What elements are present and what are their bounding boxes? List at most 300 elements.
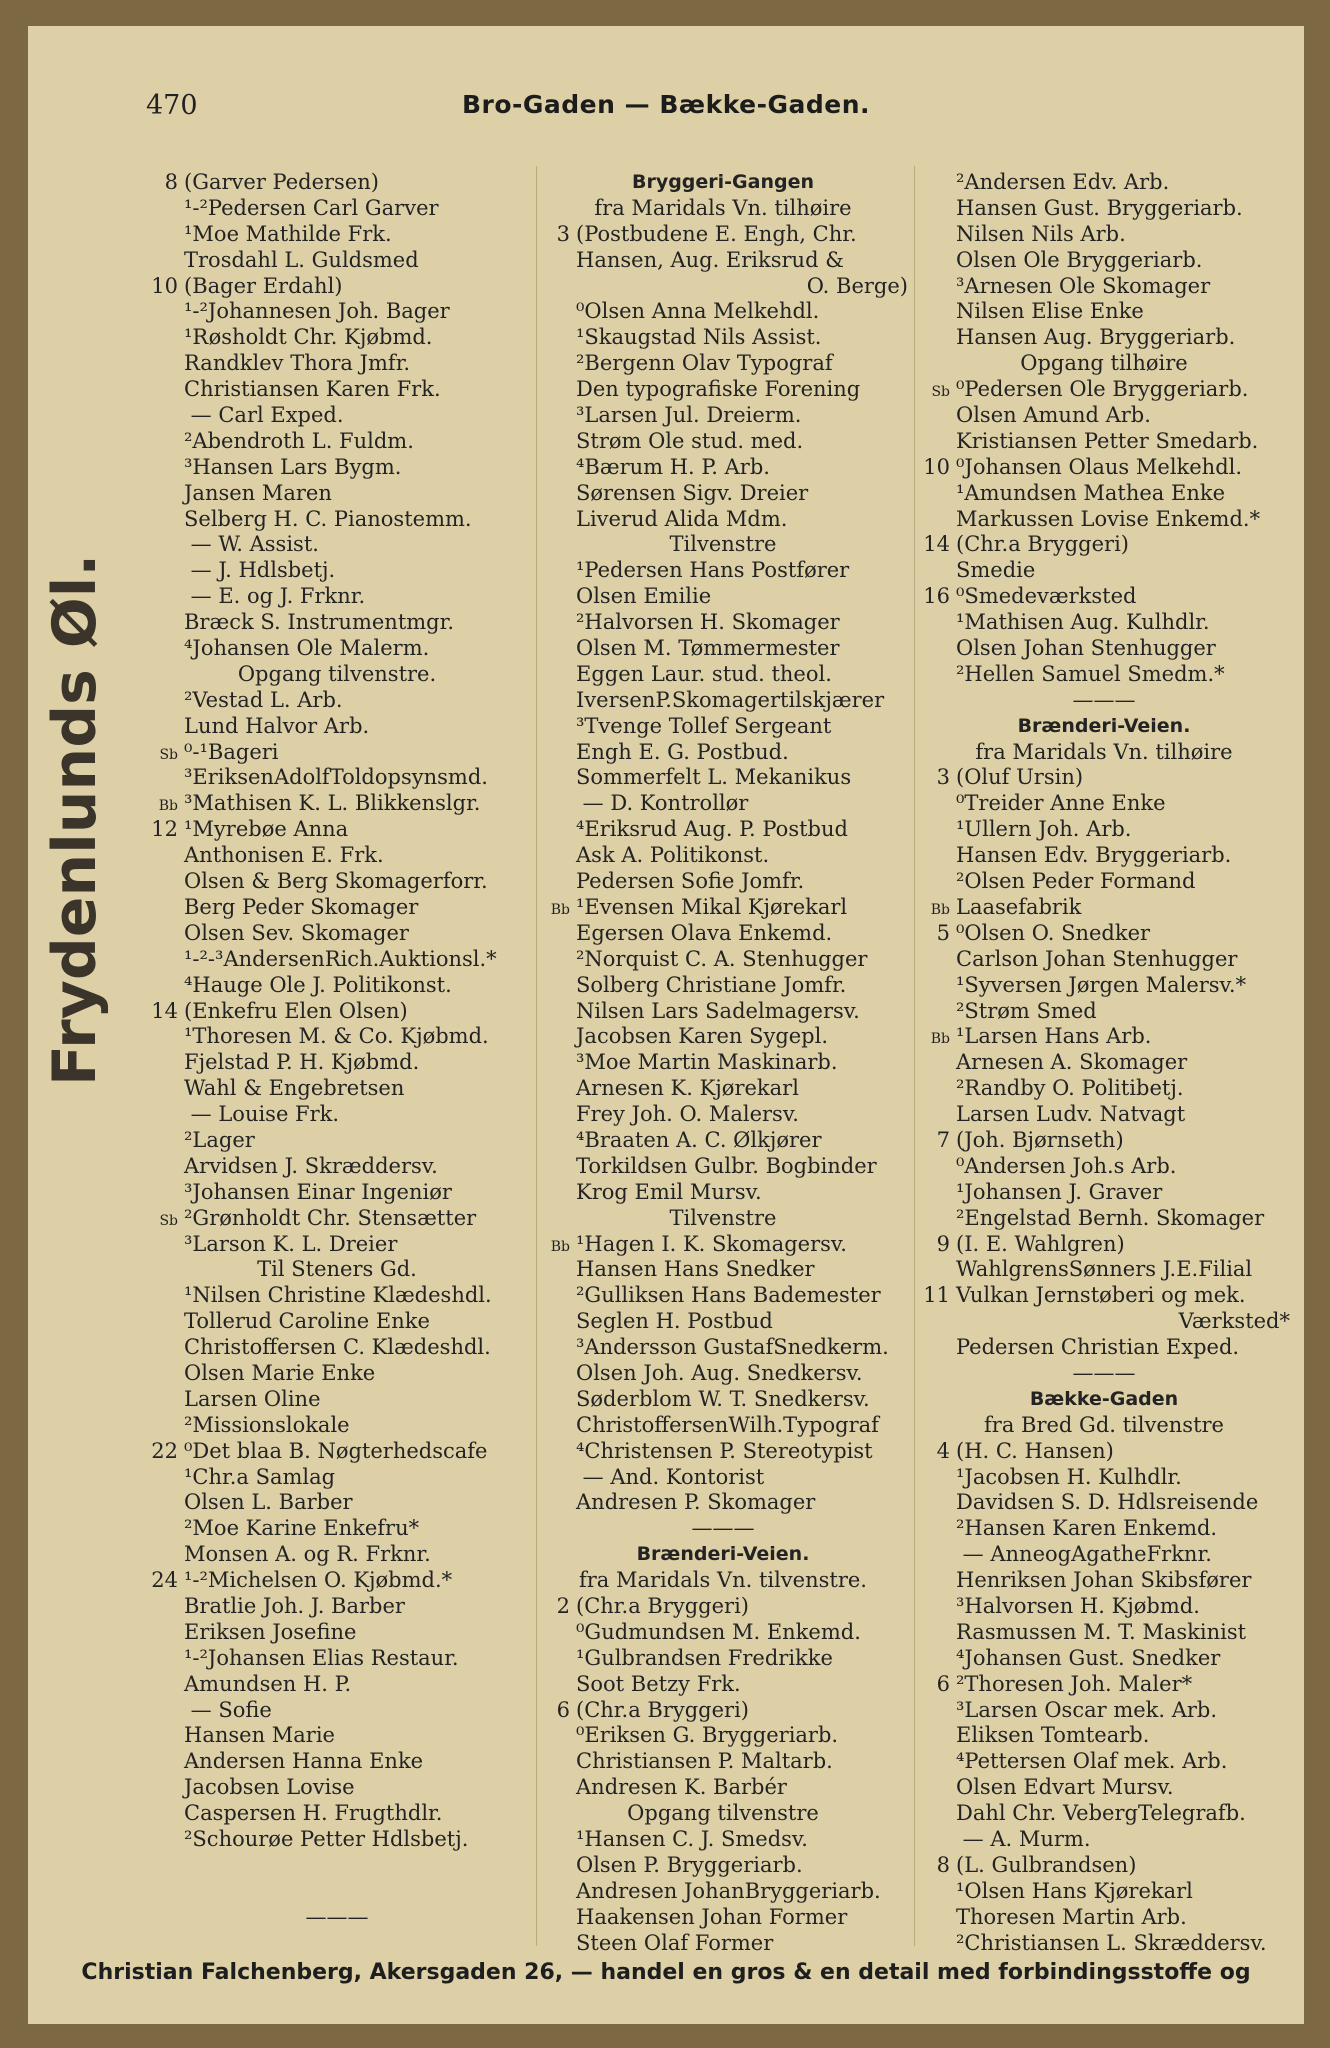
directory-entry [918,325,1290,351]
directory-entry [538,1749,908,1775]
house-number: 12 [151,817,178,842]
directory-entry [538,1180,908,1206]
directory-entry [538,455,908,481]
resident-text: Andresen JohanBryggeriarb. [576,1878,881,1903]
floor-marker: Bb [930,901,950,918]
resident-text: ⁴Johansen Ole Malerm. [184,636,430,661]
resident-text: Olsen Joh. Aug. Snedkersv. [576,1360,863,1385]
resident-text: — Carl Exped. [184,403,344,428]
resident-text: ³Andersson GustafSnedkerm. [576,1335,889,1360]
directory-entry [918,1723,1290,1749]
directory-entry [146,532,528,558]
resident-text: IversenP.Skomagertilskjærer [576,687,885,712]
floor-marker: Sb [159,1212,178,1229]
page-number: 470 [146,90,198,121]
resident-text: Thoresen Martin Arb. [956,1904,1187,1929]
directory-entry [146,662,528,688]
directory-entry [538,1361,908,1387]
house-number: 3 [936,765,950,790]
house-number: 8 [936,1852,950,1877]
entry-note: Til Steners Gd. [257,1257,417,1282]
directory-entry [146,1749,528,1775]
directory-entry [918,1257,1290,1283]
directory-entry [918,196,1290,222]
street-heading [918,1387,1290,1413]
directory-entry [918,403,1290,429]
resident-text: ⁰Olsen Anna Melkehdl. [576,299,820,324]
resident-text: Engh E. G. Postbud. [576,739,789,764]
resident-text: Olsen Amund Arb. [956,403,1151,428]
directory-entry [918,1672,1290,1698]
resident-text: ²Bergenn Olav Typograf [576,351,833,376]
resident-text: (I. E. Wahlgren) [956,1231,1125,1256]
directory-entry [146,817,528,843]
directory-entry [918,1568,1290,1594]
directory-entry [538,351,908,377]
resident-text: ⁰Gudmundsen M. Enkemd. [576,1619,861,1644]
directory-entry [918,662,1290,688]
directory-entry [538,791,908,817]
resident-text: Arnesen A. Skomager [956,1050,1188,1075]
directory-entry [146,765,528,791]
floor-marker: Bb [550,1238,570,1255]
floor-marker: Sb [931,384,950,401]
resident-text: ¹Johansen J. Graver [956,1179,1163,1204]
resident-text: Davidsen S. D. Hdlsreisende [956,1490,1259,1515]
directory-entry [538,1594,908,1620]
directory-entry [918,1775,1290,1801]
directory-entry [538,377,908,403]
house-number: 3 [556,221,570,246]
directory-entry [146,1206,528,1232]
house-number: 5 [936,920,950,945]
directory-entry [146,1723,528,1749]
directory-entry [918,1801,1290,1827]
directory-column-2 [538,170,908,1956]
house-number: 10 [151,273,178,298]
directory-entry [918,584,1290,610]
directory-entry [918,1931,1290,1957]
resident-text: ⁰Andersen Joh.s Arb. [956,1153,1177,1178]
resident-text: Egersen Olava Enkemd. [576,920,833,945]
resident-text: Hansen Edv. Bryggeriarb. [956,843,1232,868]
directory-entry [538,325,908,351]
directory-entry [538,1801,908,1827]
directory-entry [918,558,1290,584]
street-heading [918,714,1290,740]
directory-entry [146,1232,528,1258]
resident-text: ³Moe Martin Maskinarb. [576,1050,838,1075]
resident-text: ²Norquist C. A. Stenhugger [576,946,868,971]
directory-entry [146,1594,528,1620]
directory-entry [918,869,1290,895]
resident-text: Værksted* [1178,1309,1290,1334]
directory-entry [918,1232,1290,1258]
directory-entry [146,1387,528,1413]
directory-entry [538,1905,908,1931]
directory-entry [146,947,528,973]
house-number: 9 [936,1231,950,1256]
resident-text: Haakensen Johan Former [576,1904,848,1929]
resident-text: (Chr.a Bryggeri) [576,1697,749,1722]
directory-entry [538,1775,908,1801]
resident-text: Hansen Marie [184,1723,335,1748]
directory-entry [146,1076,528,1102]
resident-text: ¹Pedersen Hans Postfører [576,558,850,583]
footer-advertisement: Christian Falchenberg, Akersgaden 26, — handel en gros & en detail med forbindingsstoffe og [81,1960,1251,1985]
resident-text: ³Halvorsen H. Kjøbmd. [956,1593,1200,1618]
entry-note: Opgang tilvenstre [627,1801,819,1826]
resident-text: — Louise Frk. [184,1102,340,1127]
resident-text: ²Gulliksen Hans Bademester [576,1283,881,1308]
resident-text: — And. Kontorist [576,1464,765,1489]
directory-entry [918,299,1290,325]
directory-entry [538,532,908,558]
directory-entry [538,817,908,843]
column-divider [536,166,537,1946]
resident-text: ²Engelstad Bernh. Skomager [956,1205,1265,1230]
resident-text: (Enkefru Elen Olsen) [184,998,408,1023]
resident-text: ¹Chr.a Samlag [184,1464,336,1489]
resident-text: ¹-²Johansen Elias Restaur. [184,1645,459,1670]
entry-note: Tilvenstre [669,1205,777,1230]
directory-entry [146,1257,528,1283]
resident-text: Henriksen Johan Skibsfører [956,1568,1252,1593]
directory-page [28,26,1304,2024]
directory-entry [538,1076,908,1102]
resident-text: Fjelstad P. H. Kjøbmd. [184,1050,420,1075]
directory-entry [538,1387,908,1413]
directory-entry [146,1620,528,1646]
street-heading-text: Brænderi-Veien. [1017,714,1191,737]
resident-text: (Oluf Ursin) [956,765,1084,790]
resident-text: — E. og J. Frknr. [184,584,366,609]
directory-entry [538,1335,908,1361]
resident-text: (Bager Erdahl) [184,273,343,298]
resident-text: ¹Larsen Hans Arb. [956,1024,1152,1049]
directory-entry [918,740,1290,766]
resident-text: WahlgrensSønners J.E.Filial [956,1257,1253,1282]
page-title: Bro-Gaden — Bække-Gaden. [461,90,871,119]
directory-entry [146,1853,528,1879]
resident-text: ¹Olsen Hans Kjørekarl [956,1878,1193,1903]
resident-text: Andersen Hanna Enke [184,1749,424,1774]
resident-text: Olsen P. Bryggeriarb. [576,1852,803,1877]
directory-entry [146,1879,528,1905]
directory-entry [146,1516,528,1542]
resident-text: ¹Jacobsen H. Kulhdlr. [956,1464,1182,1489]
resident-text: ²Vestad L. Arb. [184,687,343,712]
directory-entry [538,636,908,662]
directory-column-3 [918,170,1290,1956]
directory-entry [918,532,1290,558]
directory-entry [918,455,1290,481]
directory-entry [146,1102,528,1128]
directory-entry [538,1128,908,1154]
house-number: 4 [936,1438,950,1463]
resident-text: ³EriksenAdolfToldopsynsmd. [184,765,488,790]
directory-entry [918,274,1290,300]
resident-text: Olsen Edvart Mursv. [956,1775,1174,1800]
directory-entry [538,921,908,947]
resident-text: ²Randby O. Politibetj. [956,1076,1184,1101]
resident-text: O. Berge) [806,273,908,298]
resident-text: Jansen Maren [184,480,332,505]
resident-text: ChristoffersenWilh.Typograf [576,1412,879,1437]
resident-text: Andresen P. Skomager [576,1490,816,1515]
resident-text: Eliksen Tomtearb. [956,1723,1150,1748]
directory-entry [146,1309,528,1335]
directory-entry [918,248,1290,274]
directory-entry [918,507,1290,533]
directory-entry [918,1335,1290,1361]
resident-text: Steen Olaf Former [576,1930,774,1955]
directory-entry [538,1413,908,1439]
resident-text: Hansen, Aug. Eriksrud & [576,247,844,272]
directory-entry [146,377,528,403]
directory-entry [146,843,528,869]
resident-text: Wahl & Engebretsen [184,1076,405,1101]
directory-entry [538,299,908,325]
directory-entry [538,869,908,895]
directory-entry [538,1465,908,1491]
resident-text: ¹Syversen Jørgen Malersv.* [956,972,1247,997]
entry-note: Opgang tilvenstre. [237,661,437,686]
directory-entry [146,1154,528,1180]
directory-entry [538,196,908,222]
directory-entry [918,1698,1290,1724]
directory-entry [146,1128,528,1154]
resident-text: (H. C. Hansen) [956,1438,1114,1463]
resident-text: Randklev Thora Jmfr. [184,351,411,376]
floor-marker: Bb [930,1031,950,1048]
directory-entry [918,1594,1290,1620]
house-number: 2 [556,1593,570,1618]
directory-entry [146,507,528,533]
resident-text: Kristiansen Petter Smedarb. [956,428,1259,453]
resident-text: ¹Nilsen Christine Klædeshdl. [184,1283,492,1308]
directory-entry [918,1749,1290,1775]
directory-entry [918,1206,1290,1232]
resident-text: Rasmussen M. T. Maskinist [956,1619,1247,1644]
directory-entry [146,1024,528,1050]
directory-entry [538,1646,908,1672]
resident-text: Seglen H. Postbud [576,1309,773,1334]
resident-text: Soot Betzy Frk. [576,1671,741,1696]
resident-text: Laasefabrik [956,894,1082,919]
directory-entry [146,1698,528,1724]
house-number: 6 [936,1671,950,1696]
directory-entry [918,688,1290,714]
resident-text: ⁴Eriksrud Aug. P. Postbud [576,817,848,842]
resident-text: ³Arnesen Ole Skomager [956,273,1211,298]
resident-text: Markussen Lovise Enkemd.* [956,506,1261,531]
resident-text: Carlson Johan Stenhugger [956,946,1238,971]
resident-text: Vulkan Jernstøberi og mek. [956,1283,1246,1308]
resident-text: Olsen Marie Enke [184,1360,376,1385]
resident-text: Olsen Emilie [576,584,712,609]
directory-entry [538,1232,908,1258]
resident-text: ³Larsen Oscar mek. Arb. [956,1697,1218,1722]
directory-entry [146,740,528,766]
directory-entry [146,1490,528,1516]
resident-text: Olsen Johan Stenhugger [956,636,1216,661]
resident-text: ⁰Smedeværksted [956,584,1137,609]
directory-entry [146,1542,528,1568]
resident-text: ²Thoresen Joh. Maler* [956,1671,1193,1696]
entry-note: ——— [691,1516,755,1541]
directory-entry [918,1646,1290,1672]
resident-text: Larsen Oline [184,1386,321,1411]
resident-text: ⁰Johansen Olaus Melkehdl. [956,454,1243,479]
resident-text: (Joh. Bjørnseth) [956,1127,1124,1152]
resident-text: ¹-²Michelsen O. Kjøbmd.* [184,1568,453,1593]
resident-text: Søderblom W. T. Snedkersv. [576,1386,870,1411]
resident-text: ²Halvorsen H. Skomager [576,610,840,635]
resident-text: Trosdahl L. Guldsmed [184,247,419,272]
resident-text: ⁴Hauge Ole J. Politikonst. [184,972,452,997]
resident-text: (Chr.a Bryggeri) [576,1593,749,1618]
resident-text: ⁰Pedersen Ole Bryggeriarb. [956,377,1249,402]
resident-text: ²Grønholdt Chr. Stensætter [184,1205,477,1230]
resident-text: Pedersen Christian Exped. [956,1335,1240,1360]
directory-entry [146,1465,528,1491]
directory-entry [918,1853,1290,1879]
directory-entry [538,973,908,999]
resident-text: Sørensen Sigv. Dreier [576,480,809,505]
directory-entry [146,481,528,507]
resident-text: ²Strøm Smed [956,998,1097,1023]
directory-entry [538,1309,908,1335]
house-number: 14 [923,532,950,557]
directory-entry [918,610,1290,636]
street-heading [538,170,908,196]
directory-entry [146,1905,528,1931]
directory-entry [538,1827,908,1853]
resident-text: Bræck S. Instrumentmgr. [184,610,455,635]
directory-entry [918,1413,1290,1439]
resident-text: ²Schourøe Petter Hdlsbetj. [184,1827,469,1851]
resident-text: ⁰Treider Anne Enke [956,791,1166,816]
directory-entry [918,895,1290,921]
resident-text: ¹Røsholdt Chr. Kjøbmd. [184,325,433,350]
resident-text: ¹Gulbrandsen Fredrikke [576,1645,833,1670]
resident-text: ²Andersen Edv. Arb. [956,170,1170,194]
house-number: 24 [151,1568,178,1593]
house-number: 14 [151,998,178,1023]
directory-entry [146,1672,528,1698]
directory-entry [538,584,908,610]
directory-entry [146,222,528,248]
directory-entry [918,817,1290,843]
resident-text: ¹Ullern Joh. Arb. [956,817,1132,842]
directory-entry [146,170,528,196]
directory-entry [918,1024,1290,1050]
resident-text: — J. Hdlsbetj. [184,558,336,583]
resident-text: ²Missionslokale [184,1412,350,1437]
resident-text: Berg Peder Skomager [184,894,419,919]
directory-entry [538,1672,908,1698]
directory-entry [146,351,528,377]
resident-text: ¹Moe Mathilde Frk. [184,221,392,246]
directory-entry [146,1439,528,1465]
resident-text: ¹Myrebøe Anna [184,817,349,842]
directory-entry [538,714,908,740]
directory-entry [538,1516,908,1542]
resident-text: ¹-²Pedersen Carl Garver [184,195,439,220]
directory-entry [538,248,908,274]
entry-note: Opgang tilhøire [1020,351,1188,376]
street-heading [538,1542,908,1568]
directory-entry [538,688,908,714]
directory-entry [918,999,1290,1025]
side-advertisement-text: Frydenlunds Øl. [40,553,110,1086]
resident-text: ²Abendroth L. Fuldm. [184,428,414,453]
directory-entry [918,377,1290,403]
directory-entry [146,455,528,481]
directory-entry [146,196,528,222]
resident-text: — AnneogAgatheFrknr. [956,1542,1212,1567]
entry-note: fra Maridals Vn. tilvenstre. [578,1568,867,1593]
resident-text: Eriksen Josefine [184,1619,357,1644]
directory-entry [146,999,528,1025]
directory-entry [146,1283,528,1309]
resident-text: ⁰Det blaa B. Nøgterhedscafe [184,1438,488,1463]
entry-note: ——— [1072,687,1136,712]
directory-entry [918,921,1290,947]
resident-text: Nilsen Elise Enke [956,299,1144,324]
resident-text: ³Hansen Lars Bygm. [184,454,402,479]
street-heading-text: Brænderi-Veien. [636,1543,810,1566]
directory-entry [918,1154,1290,1180]
directory-entry [538,1102,908,1128]
resident-text: Hansen Hans Snedker [576,1257,815,1282]
resident-text: Bratlie Joh. J. Barber [184,1593,405,1618]
directory-entry [146,1050,528,1076]
resident-text: Christiansen Karen Frk. [184,377,441,402]
resident-text: Liverud Alida Mdm. [576,506,788,531]
directory-entry [538,662,908,688]
directory-entry [918,1465,1290,1491]
directory-entry [146,1568,528,1594]
resident-text: Ask A. Politikonst. [576,843,770,868]
resident-text: Eggen Laur. stud. theol. [576,661,832,686]
street-heading-text: Bryggeri-Gangen [631,171,815,193]
resident-text: ⁴Pettersen Olaf mek. Arb. [956,1749,1228,1774]
directory-entry [918,1542,1290,1568]
resident-text: Den typografiske Forening [576,377,861,402]
resident-text: Selberg H. C. Pianostemm. [184,506,472,531]
resident-text: ²Hansen Karen Enkemd. [956,1516,1218,1541]
directory-entry [146,274,528,300]
resident-text: Arvidsen J. Skræddersv. [184,1153,438,1178]
page-header [28,90,1304,134]
resident-text: ⁴Christensen P. Stereotypist [576,1438,873,1463]
directory-entry [918,222,1290,248]
directory-entry [146,1646,528,1672]
directory-entry [918,1050,1290,1076]
resident-text: Larsen Ludv. Natvagt [956,1102,1186,1127]
directory-entry [538,222,908,248]
directory-entry [918,1879,1290,1905]
resident-text: Andresen K. Barbér [576,1775,787,1800]
resident-text: ³Tvenge Tollef Sergeant [576,713,832,738]
directory-entry [146,1180,528,1206]
entry-note: fra Bred Gd. tilvenstre [984,1412,1224,1437]
resident-text: ¹Hagen I. K. Skomagersv. [576,1231,847,1256]
resident-text: Strøm Ole stud. med. [576,428,804,453]
resident-text: ⁰Eriksen G. Bryggeriarb. [576,1723,839,1748]
